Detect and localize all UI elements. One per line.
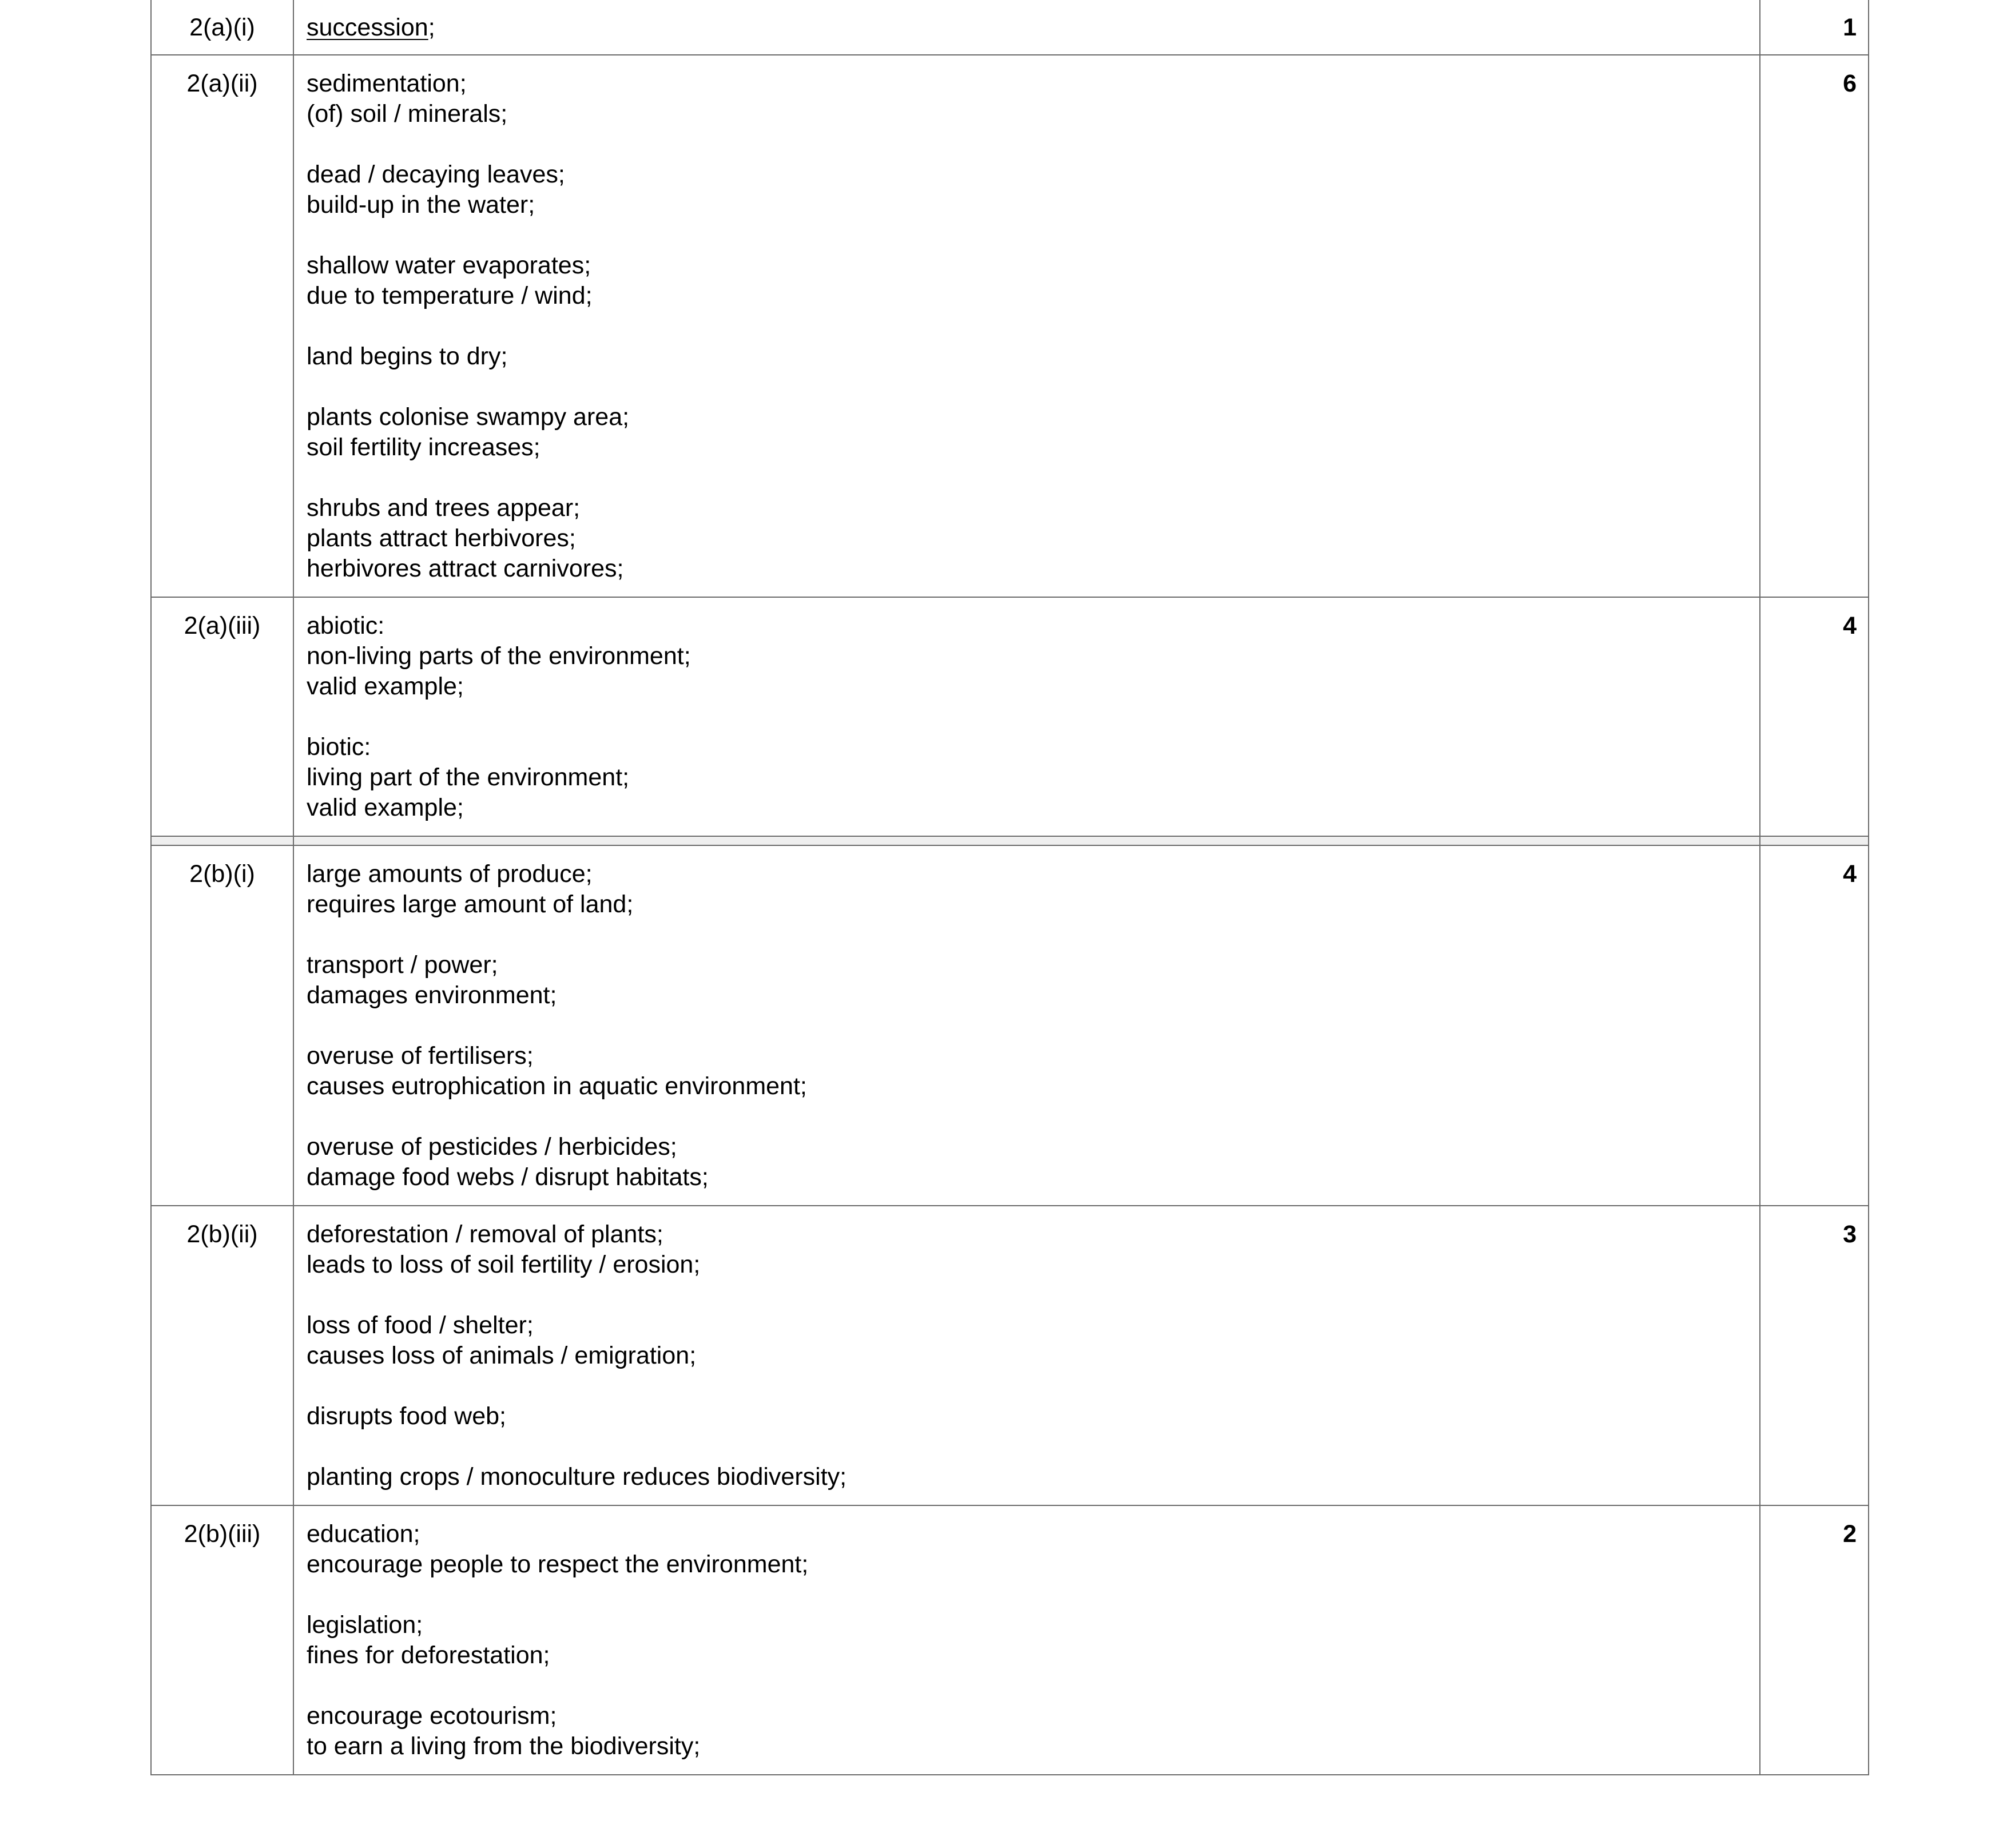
answer-group [307, 1310, 1748, 1371]
answer-line: large amounts of produce; [307, 860, 593, 888]
answer-line: damage food webs / disrupt habitats; [307, 1163, 709, 1191]
answer-line: overuse of pesticides / herbicides; [307, 1133, 677, 1161]
answer-cell [293, 55, 1760, 597]
answer-line: causes loss of animals / emigration; [307, 1342, 697, 1369]
answer-cell [293, 1505, 1760, 1775]
underlined-answer: succession [307, 14, 428, 41]
answer-punctuation: ; [428, 14, 435, 41]
separator-cell [1760, 836, 1869, 845]
question-number: 2(a)(iii) [151, 597, 293, 836]
mark-scheme-body [151, 0, 1869, 1775]
answer-line: requires large amount of land; [307, 891, 634, 918]
answer-group [307, 1519, 1748, 1580]
answer-group [307, 1401, 1748, 1432]
table-row [151, 55, 1869, 597]
table-row [151, 1206, 1869, 1505]
answer-group [307, 950, 1748, 1011]
answer-cell [293, 0, 1760, 55]
answer-line: due to temperature / wind; [307, 282, 593, 309]
answer-line: shrubs and trees appear; [307, 494, 581, 522]
answer-line: build-up in the water; [307, 191, 535, 218]
answer-line: transport / power; [307, 951, 498, 979]
question-number: 2(a)(i) [151, 0, 293, 55]
answer-group [307, 1041, 1748, 1102]
answer-group [307, 859, 1748, 920]
answer-line: valid example; [307, 673, 464, 700]
table-row [151, 845, 1869, 1206]
answer-line: land begins to dry; [307, 343, 508, 370]
separator-cell [293, 836, 1760, 845]
answer-line: education; [307, 1520, 420, 1548]
answer-line: soil fertility increases; [307, 434, 541, 461]
answer-group [307, 1219, 1748, 1280]
marks-value: 6 [1760, 55, 1869, 597]
answer-line: encourage ecotourism; [307, 1702, 557, 1730]
table-row [151, 0, 1869, 55]
answer-cell [293, 845, 1760, 1206]
answer-group [307, 1610, 1748, 1671]
answer-group [307, 402, 1748, 463]
answer-line: overuse of fertilisers; [307, 1042, 534, 1070]
answer-cell [293, 1206, 1760, 1505]
answer-group [307, 732, 1748, 823]
question-number: 2(b)(iii) [151, 1505, 293, 1775]
answer-group [307, 251, 1748, 311]
answer-group [307, 69, 1748, 129]
table-row [151, 1505, 1869, 1775]
question-number: 2(b)(i) [151, 845, 293, 1206]
answer-line: (of) soil / minerals; [307, 100, 508, 128]
answer-line: legislation; [307, 1611, 423, 1639]
marks-value: 4 [1760, 597, 1869, 836]
question-number: 2(a)(ii) [151, 55, 293, 597]
answer-line: fines for deforestation; [307, 1642, 550, 1669]
answer-line: biotic: [307, 733, 371, 761]
answer-line: abiotic: [307, 612, 385, 639]
answer-line [307, 13, 1748, 43]
answer-group [307, 341, 1748, 372]
answer-line: damages environment; [307, 981, 557, 1009]
answer-group [307, 493, 1748, 584]
answer-line: plants attract herbivores; [307, 524, 576, 552]
answer-group [307, 1462, 1748, 1492]
separator-cell [151, 836, 293, 845]
answer-line: herbivores attract carnivores; [307, 555, 624, 582]
answer-line: living part of the environment; [307, 764, 630, 791]
answer-line: non-living parts of the environment; [307, 642, 691, 670]
answer-line: deforestation / removal of plants; [307, 1221, 663, 1248]
question-number: 2(b)(ii) [151, 1206, 293, 1505]
table-separator-row [151, 836, 1869, 845]
answer-group [307, 611, 1748, 702]
mark-scheme-table [150, 0, 1869, 1775]
answer-line: disrupts food web; [307, 1402, 506, 1430]
answer-line: leads to loss of soil fertility / erosion; [307, 1251, 701, 1278]
answer-cell [293, 597, 1760, 836]
answer-group [307, 13, 1748, 43]
answer-group [307, 160, 1748, 220]
answer-line: shallow water evaporates; [307, 252, 591, 279]
answer-line: plants colonise swampy area; [307, 403, 630, 431]
answer-group [307, 1701, 1748, 1762]
answer-group [307, 1132, 1748, 1193]
marks-value: 3 [1760, 1206, 1869, 1505]
answer-line: sedimentation; [307, 70, 467, 97]
marks-value: 1 [1760, 0, 1869, 55]
marks-value: 4 [1760, 845, 1869, 1206]
marks-value: 2 [1760, 1505, 1869, 1775]
answer-line: encourage people to respect the environment; [307, 1551, 809, 1578]
answer-line: planting crops / monoculture reduces biodiversity; [307, 1463, 847, 1491]
answer-line: to earn a living from the biodiversity; [307, 1732, 701, 1760]
answer-line: causes eutrophication in aquatic environment; [307, 1072, 807, 1100]
table-row [151, 597, 1869, 836]
answer-line: loss of food / shelter; [307, 1312, 534, 1339]
answer-line: valid example; [307, 794, 464, 821]
answer-line: dead / decaying leaves; [307, 161, 565, 188]
